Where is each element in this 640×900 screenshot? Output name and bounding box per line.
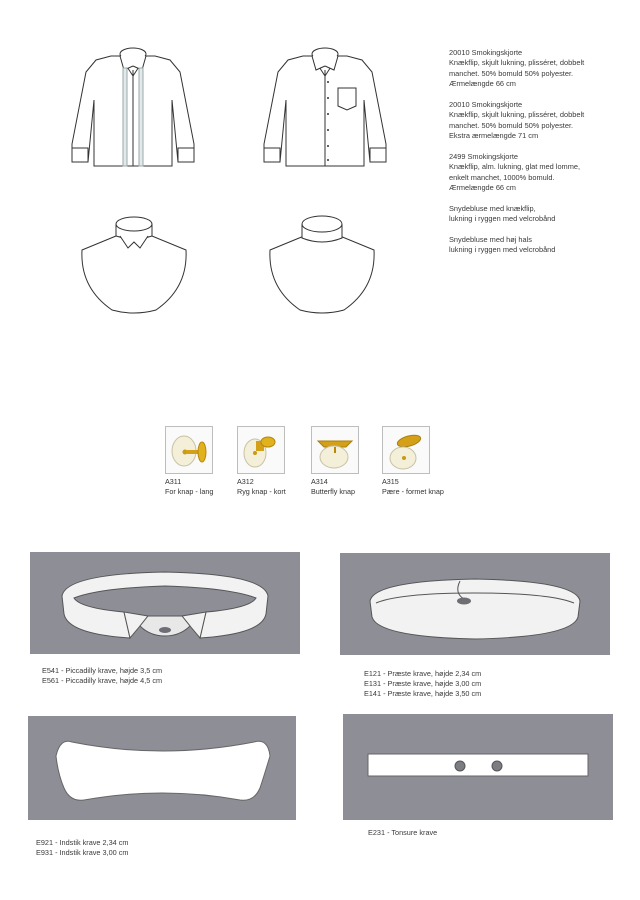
- collar-line: E561 - Piccadilly krave, højde 4,5 cm: [42, 676, 163, 685]
- button-a314-image: [311, 426, 359, 474]
- collar-indstik-caption: [36, 838, 128, 858]
- button-code: A314: [311, 477, 328, 486]
- shirt-pleated-illustration: [66, 44, 200, 172]
- collar-line: E121 - Præste krave, højde 2,34 cm: [364, 669, 482, 678]
- button-a314-caption: [311, 477, 355, 496]
- description-line: 20010 Smokingskjorte: [449, 100, 523, 109]
- description-line: lukning i ryggen med velcrobånd: [449, 214, 556, 224]
- collar-tonsure-panel: [343, 714, 613, 820]
- description-dickey-high-neck: [449, 235, 629, 256]
- description-line: enkelt manchet, 1000% bomuld.: [449, 172, 555, 182]
- button-a315-caption: [382, 477, 444, 496]
- description-line: Knækflip, skjult lukning, plisséret, dobbelt: [449, 58, 585, 68]
- description-line: lukning i ryggen med velcrobånd: [449, 245, 556, 255]
- button-a311-image: [165, 426, 213, 474]
- collar-tonsure-caption: [368, 828, 437, 838]
- collar-praeste-caption: [364, 669, 481, 699]
- collar-piccadilly-panel: [30, 552, 300, 654]
- collar-line: E931 - Indstik krave 3,00 cm: [36, 848, 129, 857]
- button-a312-caption: [237, 477, 286, 496]
- shirt-pocket-illustration: [258, 44, 392, 172]
- button-a315-image: [382, 426, 430, 474]
- collar-praeste-panel: [340, 553, 610, 655]
- description-line: Ærmelængde 66 cm: [449, 79, 516, 89]
- dickey-knaekflip-illustration: [78, 212, 190, 316]
- description-2499: [449, 152, 629, 194]
- collar-line: E141 - Præste krave, højde 3,50 cm: [364, 689, 482, 698]
- description-line: 2499 Smokingskjorte: [449, 152, 519, 161]
- button-label: Pære - formet knap: [382, 486, 444, 496]
- button-code: A312: [237, 477, 254, 486]
- description-line: manchet. 50% bomuld 50% polyester.: [449, 68, 574, 78]
- button-label: For knap - lang: [165, 486, 214, 496]
- description-line: Snydebluse med høj hals: [449, 235, 532, 244]
- description-line: Knækflip, alm. lukning, glat med lomme,: [449, 162, 581, 172]
- description-20010-71: [449, 100, 629, 142]
- description-line: 20010 Smokingskjorte: [449, 48, 523, 57]
- description-line: Ekstra ærmelængde 71 cm: [449, 131, 539, 141]
- button-code: A311: [165, 477, 182, 486]
- description-line: Snydebluse med knækflip,: [449, 204, 536, 213]
- collar-line: E921 - Indstik krave 2,34 cm: [36, 838, 129, 847]
- collar-line: E231 - Tonsure krave: [368, 828, 438, 837]
- description-dickey-knaekflip: [449, 204, 629, 225]
- description-20010-66: [449, 48, 629, 90]
- collar-line: E541 - Piccadilly krave, højde 3,5 cm: [42, 666, 163, 675]
- button-a311-caption: [165, 477, 213, 496]
- collar-piccadilly-caption: [42, 666, 162, 686]
- description-line: Ærmelængde 66 cm: [449, 183, 516, 193]
- collar-indstik-panel: [28, 716, 296, 820]
- dickey-high-neck-illustration: [266, 212, 378, 316]
- description-line: manchet. 50% bomuld 50% polyester.: [449, 120, 574, 130]
- button-code: A315: [382, 477, 399, 486]
- description-line: Knækflip, skjult lukning, plisséret, dobbelt: [449, 110, 585, 120]
- button-a312-image: [237, 426, 285, 474]
- button-label: Ryg knap - kort: [237, 486, 286, 496]
- button-label: Butterfly knap: [311, 486, 355, 496]
- collar-line: E131 - Præste krave, højde 3,00 cm: [364, 679, 482, 688]
